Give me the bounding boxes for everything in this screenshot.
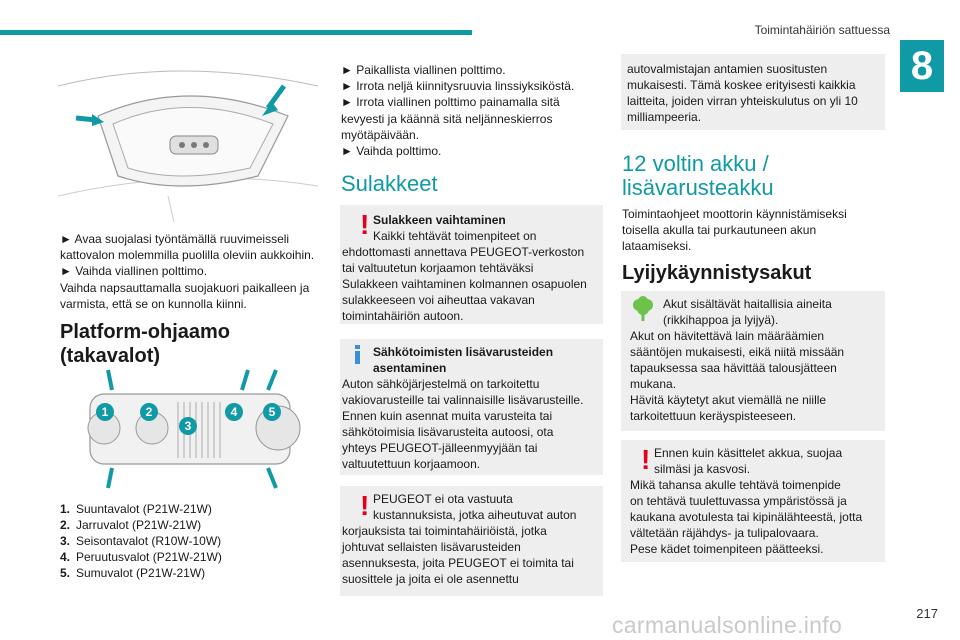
section-heading: 12 voltin akku / [622,151,769,176]
list-item: 4. Peruutusvalot (P21W-21W) [60,550,222,564]
section-heading: Lyijykäynnistysakut [622,262,812,284]
warning-box-liability [340,486,603,596]
header-rule [0,30,472,35]
box-line: sähkötoimisia lisävarusteita autoosi, ota [342,425,554,439]
eco-box [621,291,885,431]
box-line: Akut sisältävät haitallisia aineita [663,297,832,311]
warning-icon: ! [360,209,370,240]
warning-icon: ! [641,444,651,475]
paragraph-line: toisella akulla tai purkautuneen akun [622,223,817,238]
paragraph-line: ► Vaihda viallinen polttimo. [60,264,208,279]
section-heading: (takavalot) [60,345,161,367]
list-item: 2. Jarruvalot (P21W-21W) [60,518,202,532]
section-heading: Platform-ohjaamo [60,321,231,343]
ceiling-light-illustration [58,46,318,222]
bulb-list [60,501,322,581]
box-line: asennuksesta, joita PEUGEOT ei toimita tai [342,556,574,570]
paragraph-line: ► Irrota viallinen polttimo painamalla sitä [341,95,560,110]
box-line: Mikä tahansa akulle tehtävä toimenpide [630,478,841,492]
paragraph-line: Vaihda napsauttamalla suojakuori paikalleen ja [60,280,310,295]
box-line: yhteys PEUGEOT-jälleenmyyjään tai [342,441,538,455]
list-item: 1. Suuntavalot (P21W-21W) [60,502,212,516]
box-line: milliampeeria. [627,110,702,124]
box-line: mukana. [630,377,677,391]
paragraph-line: kevyesti ja käännä sitä neljänneskierros [341,111,553,126]
warning-box-battery [621,440,885,562]
section-heading: Sulakkeet [341,171,438,196]
rear-lights-illustration [82,366,304,492]
box-line: autovalmistajan antamien suositusten [627,62,828,76]
box-line: vakiovarusteille tai valinnaisille lisävarusteille. [342,393,584,407]
paragraph-line: varmista, että se on kunnolla kiinni. [60,296,247,311]
lamp-number-5: 5 [263,403,281,421]
box-line: tai valtuutetun korjaamon tehtäväksi [342,261,534,275]
heading-battery [622,152,774,200]
paragraph-line: ► Vaihda polttimo. [341,144,442,159]
box-line: vältetään räjähdys- ja tulipalovaara. [630,526,819,540]
watermark: carmanualsonline.info [612,612,843,638]
column-2-intro [341,62,603,159]
paragraph-line: myötäpäivään. [341,127,420,142]
box-line: silmäsi ja kasvosi. [654,462,751,476]
box-line: suosittele ja joita ei ole asennettu [342,572,519,586]
info-box-accessories [340,339,603,475]
box-line: tarkoitettuun keräyspisteeseen. [630,409,797,423]
page-header [0,0,960,44]
info-icon [355,345,360,364]
paragraph-line: ► Avaa suojalasi työntämällä ruuvimeisseli [60,232,290,246]
section-heading: lisävarusteakku [622,175,774,200]
box-line: on tehtävä tuulettuvassa ympäristössä ja [630,494,847,508]
box-line: Pese kädet toimenpiteen päätteeksi. [630,542,824,556]
warning-icon: ! [360,490,370,521]
lamp-number-1: 1 [96,403,114,421]
box-line: Ennen kuin asennat muita varusteita tai [342,409,553,423]
box-line: mukaisesti. Tämä koskee erityisesti kaikkia [627,78,856,92]
header-title: Toimintahäiriön sattuessa [754,23,890,37]
box-line: sulakkeeseen voi aiheuttaa vakavan [342,293,535,307]
lamp-number-3: 3 [179,417,197,435]
heading-lead-batteries [622,261,811,285]
lamp-number-2: 2 [140,403,158,421]
paragraph-line: lataamiseksi. [622,239,692,254]
heading-sulakkeet [341,172,438,196]
page-number: 217 [916,606,938,621]
paragraph-line: ► Irrota neljä kiinnitysruuvia linssiyksiköstä. [341,79,575,94]
warning-box-fuses [340,205,603,324]
continued-box [621,54,885,130]
eco-tree-icon [631,296,655,327]
box-line: valtuutettuun korjaamoon. [342,457,481,471]
box-line: ehdottomasti annettava PEUGEOT-verkoston [342,245,585,259]
box-line: toimintahäiriön autoon. [342,309,464,323]
box-line: laitteita, joiden virran yhteiskulutus on yli 10 [627,94,858,108]
list-item: 3. Seisontavalot (R10W-10W) [60,534,222,548]
box-line: Ennen kuin käsittelet akkua, suojaa [654,446,843,460]
battery-intro [622,206,884,255]
column-1-text [60,231,322,312]
box-title: Sähkötoimisten lisävarusteiden [373,345,554,359]
paragraph-line: kattovalon molemmilla puolilla oleviin aukkoihin. [60,248,315,263]
box-line: kustannuksista, jotka aiheutuvat auton [373,508,577,522]
box-line: Kaikki tehtävät toimenpiteet on [373,229,537,243]
box-line: Hävitä käytetyt akut viemällä ne niille [630,393,827,407]
box-line: kaukana avotulesta tai kipinälähteestä, jotta [630,510,863,524]
box-line: Auton sähköjärjestelmä on tarkoitettu [342,377,540,391]
box-line: (rikkihappoa ja lyijyä). [663,313,779,327]
paragraph-line: Toimintaohjeet moottorin käynnistämiseksi [622,207,847,221]
list-item: 5. Sumuvalot (P21W-21W) [60,566,206,580]
box-line: PEUGEOT ei ota vastuuta [373,492,513,506]
box-line: sääntöjen mukaisesti, eikä niitä missään [630,345,845,359]
paragraph-line: ► Paikallista viallinen polttimo. [341,63,506,77]
box-line: tapauksessa saa hävittää talousjätteen [630,361,837,375]
heading-platform [60,320,322,368]
box-line: Akut on hävitettävä lain määräämien [630,329,825,343]
box-line: johtuvat sellaisten lisävarusteiden [342,540,521,554]
box-line: Sulakkeen vaihtaminen kolmannen osapuolen [342,277,587,291]
box-title: asentaminen [373,361,447,375]
lamp-number-4: 4 [225,403,243,421]
chapter-badge: 8 [900,40,944,92]
box-line: korjauksista tai toimintahäiriöistä, jotka [342,524,547,538]
box-title: Sulakkeen vaihtaminen [373,213,506,227]
